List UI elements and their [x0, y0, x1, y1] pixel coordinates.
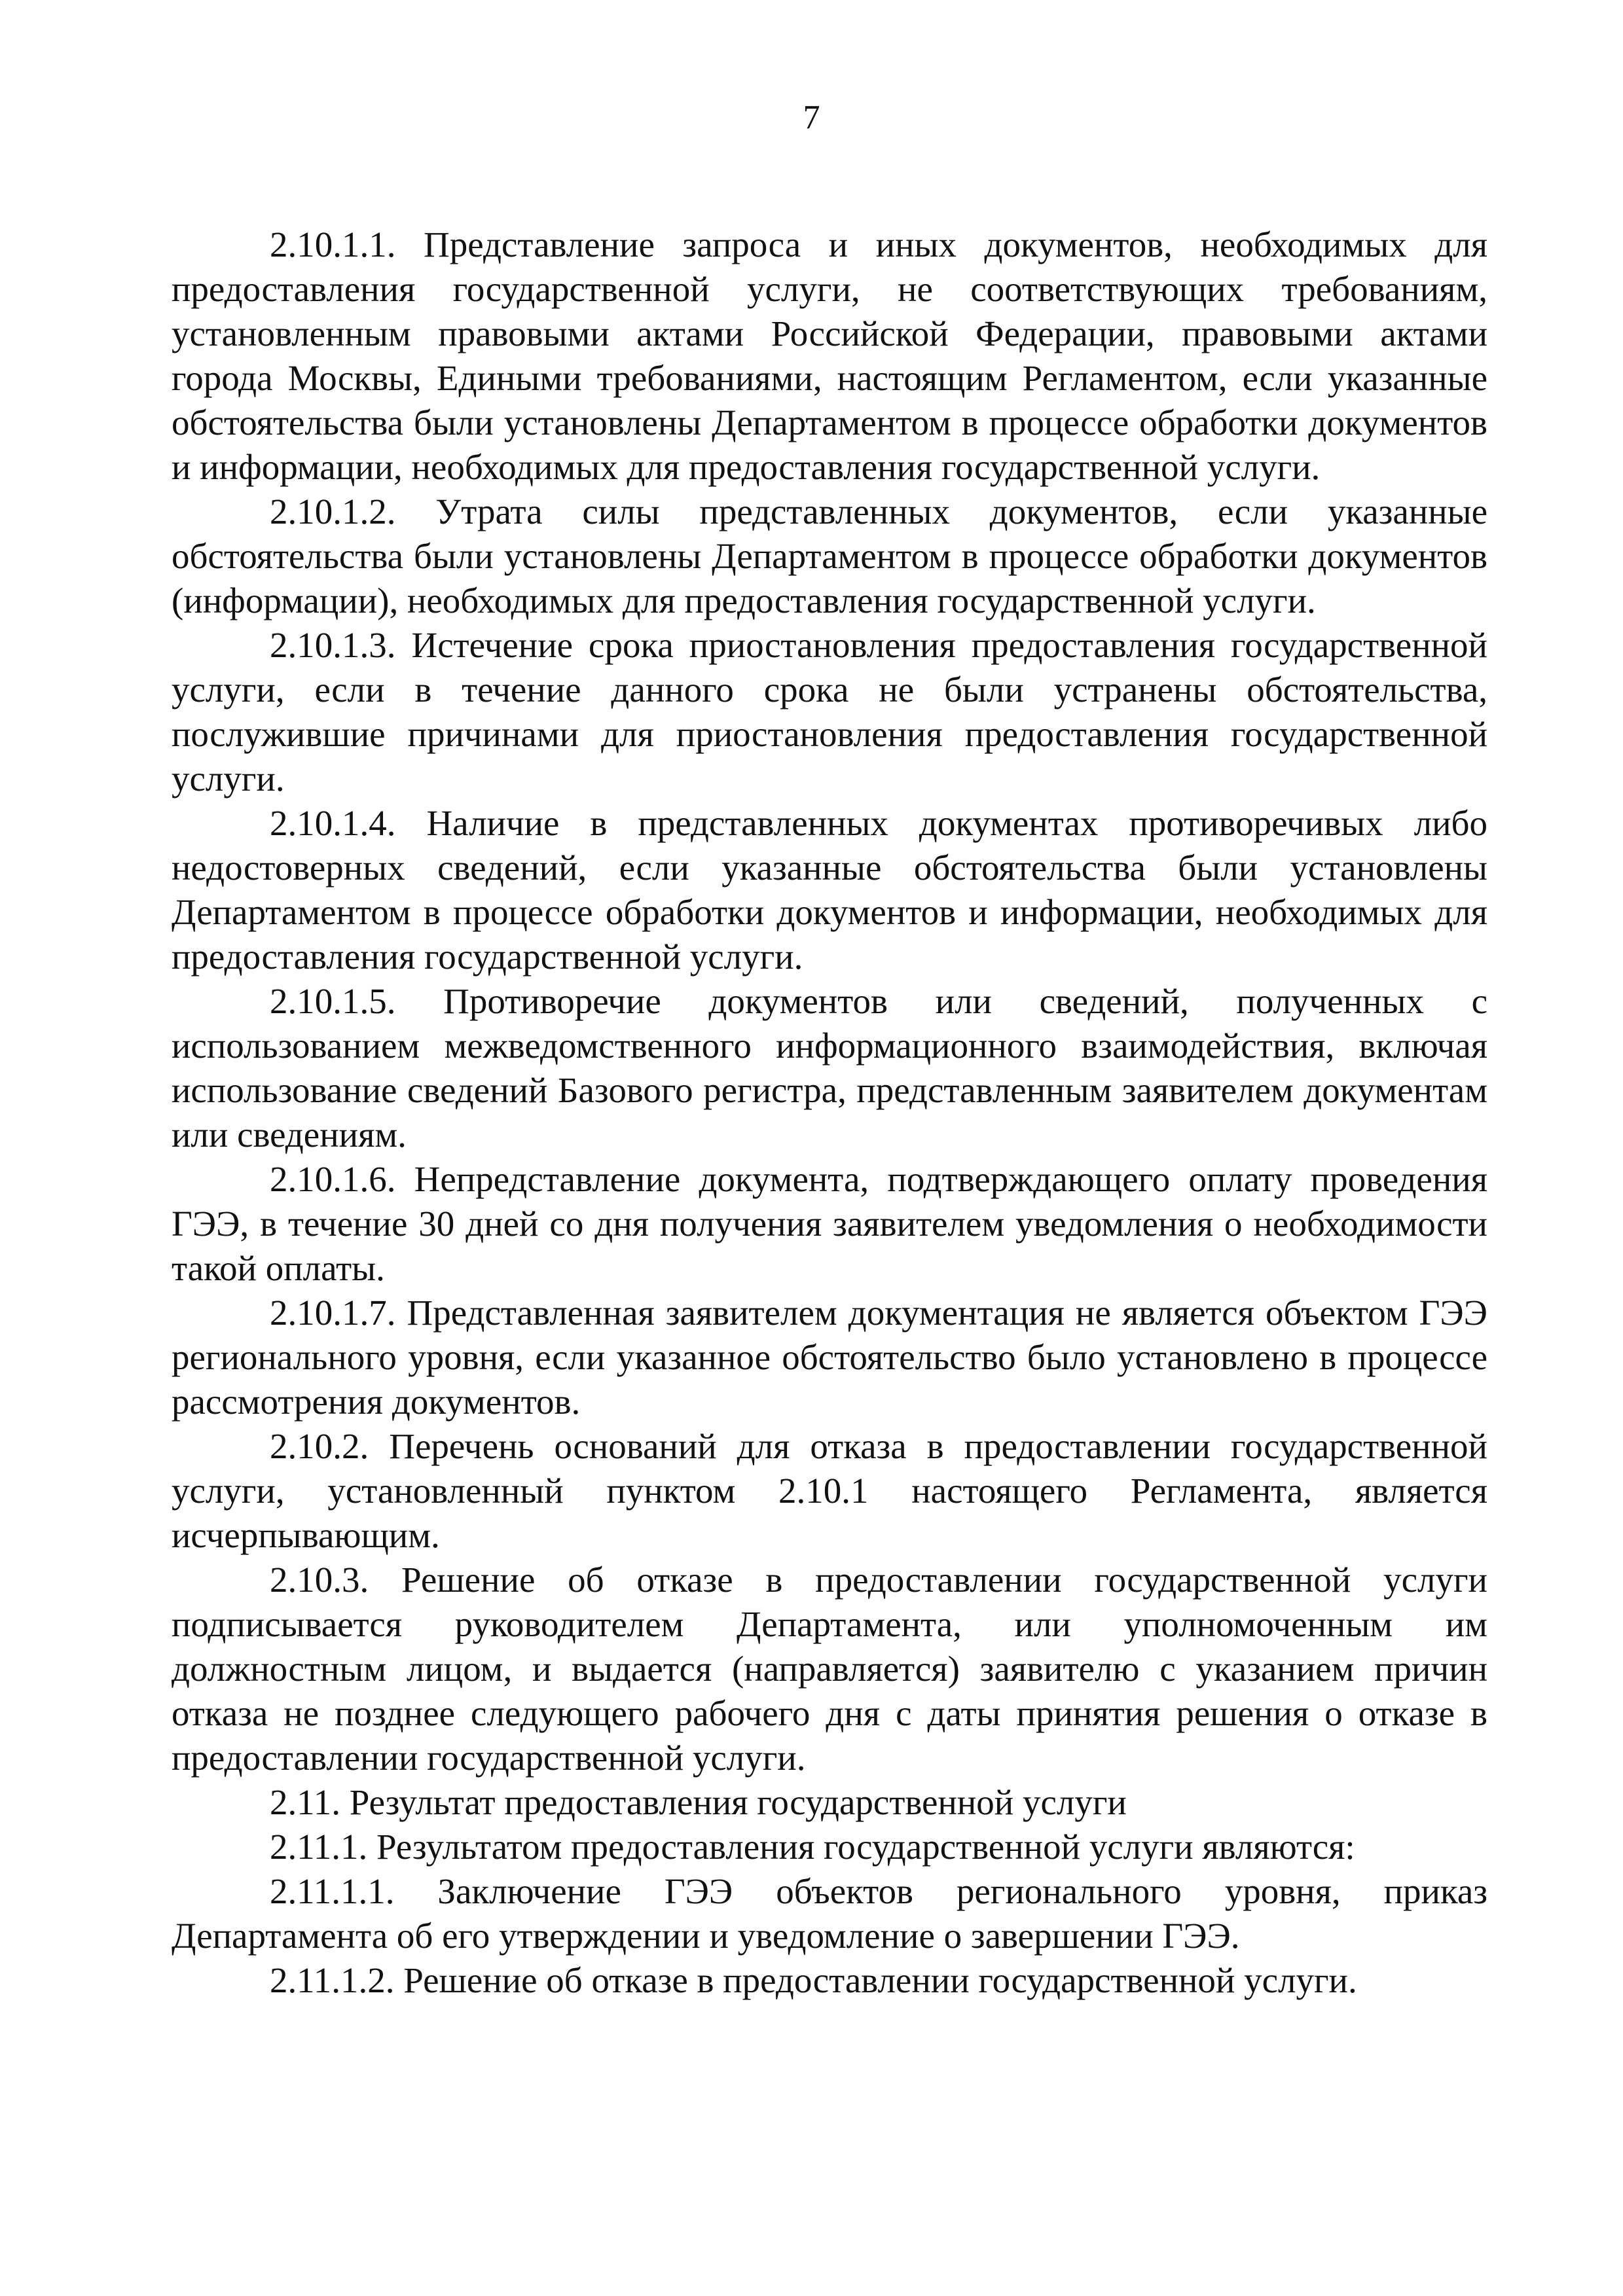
- paragraph-2-10-1-1: 2.10.1.1. Представление запроса и иных документов, необходимых для предоставления государственной услуги, не соответствующих требованиям, установленным правовыми актами Российской Федерации, правовыми актами города Москвы, Едиными требованиями, настоящим Регламентом, если указанные обстоятельства были установлены Департаментом в процессе обработки документов и информации, необходимых для предоставления государственной услуги.: [172, 224, 1487, 487]
- paragraph-2-10-2: 2.10.2. Перечень оснований для отказа в предоставлении государственной услуги, установленный пунктом 2.10.1 настоящего Регламента, является исчерпывающим.: [172, 1426, 1487, 1555]
- page-number: 7: [803, 99, 820, 136]
- paragraph-2-10-3: 2.10.3. Решение об отказе в предоставлении государственной услуги подписывается руководителем Департамента, или уполномоченным им должностным лицом, и выдается (направляется) заявителю с указанием причин отказа не позднее следующего рабочего дня с даты принятия решения о отказе в предоставлении государственной услуги.: [172, 1560, 1487, 1778]
- paragraph-2-10-1-3: 2.10.1.3. Истечение срока приостановления предоставления государственной услуги, если в течение данного срока не были устранены обстоятельства, послужившие причинами для приостановления предоставления государственной услуги.: [172, 625, 1487, 798]
- paragraph-2-10-1-4: 2.10.1.4. Наличие в представленных документах противоречивых либо недостоверных сведений, если указанные обстоятельства были установлены Департаментом в процессе обработки документов и информации, необходимых для предоставления государственной услуги.: [172, 803, 1487, 977]
- section-heading-2-11: 2.11. Результат предоставления государственной услуги: [270, 1782, 1127, 1822]
- paragraph-2-11-1-1: 2.11.1.1. Заключение ГЭЭ объектов регионального уровня, приказ Департамента об его утверждении и уведомление о завершении ГЭЭ.: [172, 1871, 1487, 1956]
- paragraph-2-10-1-7: 2.10.1.7. Представленная заявителем документация не является объектом ГЭЭ регионального уровня, если указанное обстоятельство было установлено в процессе рассмотрения документов.: [172, 1293, 1487, 1422]
- document-body: [172, 223, 1487, 2003]
- paragraph-2-10-1-6: 2.10.1.6. Непредставление документа, подтверждающего оплату проведения ГЭЭ, в течение 30 дней со дня получения заявителем уведомления о необходимости такой оплаты.: [172, 1159, 1487, 1288]
- paragraph-2-10-1-5: 2.10.1.5. Противоречие документов или сведений, полученных с использованием межведомственного информационного взаимодействия, включая использование сведений Базового регистра, представленным заявителем документам или сведениям.: [172, 981, 1487, 1155]
- paragraph-2-11-1: 2.11.1. Результатом предоставления государственной услуги являются:: [270, 1827, 1355, 1867]
- paragraph-2-10-1-2: 2.10.1.2. Утрата силы представленных документов, если указанные обстоятельства были установлены Департаментом в процессе обработки документов (информации), необходимых для предоставления государственной услуги.: [172, 492, 1487, 620]
- paragraph-2-11-1-2: 2.11.1.2. Решение об отказе в предоставлении государственной услуги.: [270, 1960, 1357, 2000]
